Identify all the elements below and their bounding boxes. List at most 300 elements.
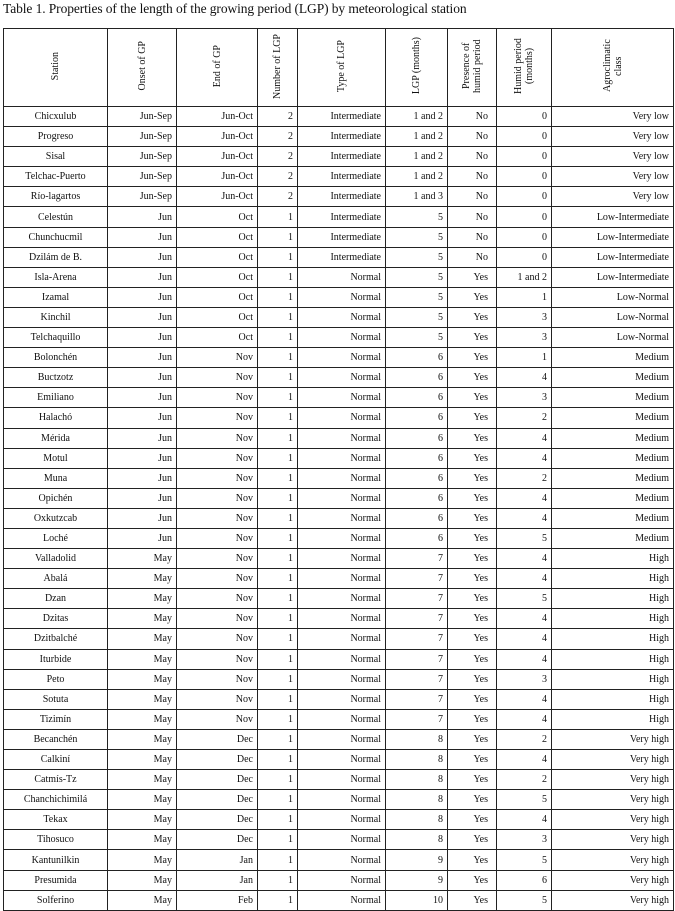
cell-onset-of-gp: Jun [108,227,177,247]
cell-presence-of-humid-period: Yes [448,348,497,368]
cell-type-of-lgp: Normal [298,448,386,468]
cell-humid-period-months: 2 [497,468,552,488]
cell-presence-of-humid-period: Yes [448,830,497,850]
cell-type-of-lgp: Normal [298,709,386,729]
cell-presence-of-humid-period: Yes [448,629,497,649]
cell-onset-of-gp: May [108,609,177,629]
cell-type-of-lgp: Normal [298,569,386,589]
cell-presence-of-humid-period: No [448,127,497,147]
cell-lgp-months: 1 and 2 [386,147,448,167]
column-header-end-of-gp [177,29,258,107]
table-row [4,508,674,528]
table-row [4,328,674,348]
cell-onset-of-gp: Jun [108,508,177,528]
table-row [4,810,674,830]
cell-end-of-gp: Nov [177,368,258,388]
cell-agroclimatic-class: Medium [552,468,674,488]
cell-onset-of-gp: Jun [108,428,177,448]
cell-agroclimatic-class: High [552,609,674,629]
cell-onset-of-gp: May [108,790,177,810]
cell-lgp-months: 9 [386,870,448,890]
cell-end-of-gp: Oct [177,227,258,247]
cell-agroclimatic-class: Medium [552,528,674,548]
cell-end-of-gp: Oct [177,267,258,287]
cell-type-of-lgp: Normal [298,649,386,669]
cell-lgp-months: 7 [386,569,448,589]
cell-onset-of-gp: Jun [108,348,177,368]
cell-end-of-gp: Nov [177,669,258,689]
cell-humid-period-months: 5 [497,890,552,910]
table-row [4,790,674,810]
cell-agroclimatic-class: Very high [552,750,674,770]
cell-humid-period-months: 5 [497,528,552,548]
cell-presence-of-humid-period: Yes [448,448,497,468]
cell-humid-period-months: 4 [497,709,552,729]
table-header [4,29,674,107]
cell-onset-of-gp: May [108,870,177,890]
cell-lgp-months: 6 [386,388,448,408]
cell-agroclimatic-class: High [552,649,674,669]
cell-end-of-gp: Jun-Oct [177,147,258,167]
cell-presence-of-humid-period: No [448,247,497,267]
table-row [4,729,674,749]
cell-lgp-months: 6 [386,408,448,428]
cell-presence-of-humid-period: Yes [448,689,497,709]
cell-lgp-months: 6 [386,428,448,448]
cell-type-of-lgp: Normal [298,388,386,408]
cell-end-of-gp: Oct [177,328,258,348]
cell-number-of-lgp: 1 [258,709,298,729]
cell-number-of-lgp: 2 [258,107,298,127]
table-row [4,287,674,307]
cell-station: Dzilám de B. [4,247,108,267]
cell-lgp-months: 8 [386,729,448,749]
cell-humid-period-months: 1 and 2 [497,267,552,287]
cell-humid-period-months: 4 [497,448,552,468]
cell-number-of-lgp: 1 [258,388,298,408]
cell-onset-of-gp: Jun [108,368,177,388]
cell-humid-period-months: 4 [497,629,552,649]
table-row [4,187,674,207]
cell-onset-of-gp: May [108,850,177,870]
cell-type-of-lgp: Intermediate [298,247,386,267]
cell-agroclimatic-class: High [552,589,674,609]
cell-humid-period-months: 0 [497,207,552,227]
cell-onset-of-gp: Jun [108,528,177,548]
cell-end-of-gp: Oct [177,287,258,307]
table-row [4,609,674,629]
cell-station: Chanchichimilá [4,790,108,810]
cell-station: Opichén [4,488,108,508]
cell-station: Chunchucmil [4,227,108,247]
cell-onset-of-gp: Jun [108,388,177,408]
table-row [4,669,674,689]
cell-station: Mérida [4,428,108,448]
cell-station: Becanchén [4,729,108,749]
column-header-label: Humid period (months) [513,38,535,94]
column-header-lgp-months [386,29,448,107]
cell-humid-period-months: 6 [497,870,552,890]
cell-presence-of-humid-period: Yes [448,750,497,770]
cell-humid-period-months: 4 [497,508,552,528]
table-row [4,428,674,448]
table-title: Table 1. Properties of the length of the growing period (LGP) by meteorological station [3,1,467,16]
column-header-label: Onset of GP [136,41,148,91]
cell-onset-of-gp: Jun [108,287,177,307]
cell-lgp-months: 5 [386,207,448,227]
cell-station: Kantunilkin [4,850,108,870]
cell-presence-of-humid-period: Yes [448,729,497,749]
cell-agroclimatic-class: Very low [552,107,674,127]
cell-number-of-lgp: 1 [258,468,298,488]
cell-onset-of-gp: Jun [108,448,177,468]
cell-number-of-lgp: 1 [258,770,298,790]
cell-agroclimatic-class: Medium [552,388,674,408]
column-header-label: Agroclimatic class [601,39,624,93]
cell-number-of-lgp: 1 [258,408,298,428]
cell-number-of-lgp: 1 [258,428,298,448]
cell-humid-period-months: 5 [497,790,552,810]
cell-station: Izamal [4,287,108,307]
cell-onset-of-gp: May [108,629,177,649]
column-header-label: End of GP [211,44,223,88]
cell-station: Telchaquillo [4,328,108,348]
cell-type-of-lgp: Normal [298,750,386,770]
cell-lgp-months: 8 [386,770,448,790]
cell-lgp-months: 6 [386,528,448,548]
column-header-humid-period-months [497,29,552,107]
column-header-number-of-lgp [258,29,298,107]
cell-lgp-months: 7 [386,689,448,709]
cell-presence-of-humid-period: Yes [448,870,497,890]
cell-onset-of-gp: Jun [108,307,177,327]
cell-onset-of-gp: May [108,669,177,689]
cell-onset-of-gp: Jun-Sep [108,127,177,147]
cell-onset-of-gp: Jun [108,488,177,508]
cell-lgp-months: 5 [386,287,448,307]
cell-number-of-lgp: 1 [258,609,298,629]
cell-agroclimatic-class: Very high [552,890,674,910]
cell-presence-of-humid-period: Yes [448,810,497,830]
cell-end-of-gp: Nov [177,589,258,609]
cell-presence-of-humid-period: Yes [448,508,497,528]
cell-agroclimatic-class: Low-Intermediate [552,267,674,287]
cell-station: Dzitas [4,609,108,629]
cell-humid-period-months: 0 [497,127,552,147]
cell-humid-period-months: 4 [497,689,552,709]
cell-humid-period-months: 0 [497,227,552,247]
column-header-label: Type of LGP [336,39,347,93]
cell-number-of-lgp: 2 [258,127,298,147]
cell-presence-of-humid-period: No [448,107,497,127]
cell-humid-period-months: 4 [497,368,552,388]
cell-agroclimatic-class: Medium [552,368,674,388]
cell-station: Muna [4,468,108,488]
cell-lgp-months: 6 [386,448,448,468]
cell-lgp-months: 8 [386,830,448,850]
cell-type-of-lgp: Normal [298,549,386,569]
table-row [4,468,674,488]
cell-lgp-months: 8 [386,750,448,770]
cell-agroclimatic-class: Medium [552,348,674,368]
cell-end-of-gp: Nov [177,528,258,548]
table-row [4,267,674,287]
cell-presence-of-humid-period: Yes [448,569,497,589]
cell-end-of-gp: Jun-Oct [177,167,258,187]
table-row [4,207,674,227]
cell-lgp-months: 1 and 3 [386,187,448,207]
table-row [4,589,674,609]
header-row [4,29,674,107]
cell-lgp-months: 6 [386,488,448,508]
cell-presence-of-humid-period: No [448,187,497,207]
cell-humid-period-months: 1 [497,348,552,368]
cell-agroclimatic-class: Very high [552,810,674,830]
cell-presence-of-humid-period: Yes [448,890,497,910]
cell-number-of-lgp: 1 [258,870,298,890]
cell-humid-period-months: 4 [497,569,552,589]
cell-station: Motul [4,448,108,468]
cell-agroclimatic-class: High [552,669,674,689]
table-row [4,127,674,147]
cell-presence-of-humid-period: Yes [448,368,497,388]
cell-number-of-lgp: 1 [258,850,298,870]
cell-number-of-lgp: 1 [258,569,298,589]
cell-station: Isla-Arena [4,267,108,287]
cell-humid-period-months: 3 [497,830,552,850]
cell-agroclimatic-class: High [552,689,674,709]
cell-type-of-lgp: Intermediate [298,107,386,127]
cell-onset-of-gp: May [108,689,177,709]
cell-station: Valladolid [4,549,108,569]
cell-end-of-gp: Nov [177,388,258,408]
cell-type-of-lgp: Normal [298,850,386,870]
cell-station: Sisal [4,147,108,167]
cell-agroclimatic-class: Medium [552,448,674,468]
cell-lgp-months: 8 [386,810,448,830]
cell-presence-of-humid-period: Yes [448,850,497,870]
cell-number-of-lgp: 1 [258,448,298,468]
cell-lgp-months: 7 [386,649,448,669]
cell-number-of-lgp: 1 [258,247,298,267]
cell-onset-of-gp: May [108,750,177,770]
cell-onset-of-gp: May [108,830,177,850]
cell-number-of-lgp: 2 [258,167,298,187]
cell-number-of-lgp: 1 [258,750,298,770]
cell-humid-period-months: 3 [497,328,552,348]
cell-humid-period-months: 5 [497,850,552,870]
cell-lgp-months: 5 [386,328,448,348]
table-row [4,709,674,729]
cell-agroclimatic-class: High [552,629,674,649]
cell-presence-of-humid-period: Yes [448,709,497,729]
table-row [4,629,674,649]
cell-presence-of-humid-period: Yes [448,328,497,348]
cell-end-of-gp: Dec [177,770,258,790]
table-row [4,649,674,669]
cell-end-of-gp: Nov [177,428,258,448]
cell-agroclimatic-class: Very high [552,729,674,749]
cell-end-of-gp: Nov [177,649,258,669]
cell-onset-of-gp: May [108,890,177,910]
cell-number-of-lgp: 1 [258,810,298,830]
cell-type-of-lgp: Normal [298,428,386,448]
cell-number-of-lgp: 1 [258,589,298,609]
cell-presence-of-humid-period: Yes [448,267,497,287]
cell-presence-of-humid-period: Yes [448,589,497,609]
cell-end-of-gp: Feb [177,890,258,910]
table-row [4,689,674,709]
cell-humid-period-months: 3 [497,669,552,689]
cell-end-of-gp: Nov [177,508,258,528]
column-header-type-of-lgp [298,29,386,107]
cell-number-of-lgp: 1 [258,790,298,810]
cell-number-of-lgp: 1 [258,528,298,548]
cell-end-of-gp: Nov [177,408,258,428]
cell-end-of-gp: Jun-Oct [177,187,258,207]
table-row [4,488,674,508]
cell-agroclimatic-class: Very low [552,167,674,187]
cell-station: Catmís-Tz [4,770,108,790]
cell-station: Abalá [4,569,108,589]
cell-onset-of-gp: May [108,810,177,830]
cell-agroclimatic-class: Low-Intermediate [552,227,674,247]
cell-number-of-lgp: 1 [258,488,298,508]
column-header-agroclimatic-class [552,29,674,107]
cell-station: Oxkutzcab [4,508,108,528]
cell-humid-period-months: 4 [497,549,552,569]
cell-lgp-months: 7 [386,709,448,729]
cell-lgp-months: 7 [386,589,448,609]
table-row [4,830,674,850]
column-header-label: Number of LGP [272,33,283,99]
cell-humid-period-months: 3 [497,307,552,327]
cell-station: Dzitbalché [4,629,108,649]
cell-type-of-lgp: Normal [298,508,386,528]
cell-station: Emiliano [4,388,108,408]
cell-end-of-gp: Nov [177,569,258,589]
cell-lgp-months: 8 [386,790,448,810]
cell-agroclimatic-class: Very low [552,127,674,147]
cell-presence-of-humid-period: No [448,227,497,247]
cell-agroclimatic-class: Very low [552,187,674,207]
cell-station: Tekax [4,810,108,830]
cell-station: Iturbide [4,649,108,669]
cell-type-of-lgp: Normal [298,488,386,508]
table-row [4,247,674,267]
table-row [4,770,674,790]
cell-number-of-lgp: 1 [258,689,298,709]
cell-type-of-lgp: Normal [298,408,386,428]
cell-onset-of-gp: Jun [108,267,177,287]
cell-type-of-lgp: Normal [298,770,386,790]
cell-number-of-lgp: 2 [258,147,298,167]
table-row [4,167,674,187]
cell-type-of-lgp: Normal [298,287,386,307]
cell-end-of-gp: Nov [177,468,258,488]
cell-agroclimatic-class: Very high [552,870,674,890]
column-header-presence-of-humid-period [448,29,497,107]
cell-humid-period-months: 0 [497,107,552,127]
cell-type-of-lgp: Normal [298,468,386,488]
cell-number-of-lgp: 1 [258,830,298,850]
cell-lgp-months: 9 [386,850,448,870]
cell-end-of-gp: Nov [177,488,258,508]
column-header-station [4,29,108,107]
cell-type-of-lgp: Normal [298,348,386,368]
table-row [4,307,674,327]
cell-lgp-months: 5 [386,267,448,287]
cell-lgp-months: 7 [386,629,448,649]
cell-onset-of-gp: May [108,549,177,569]
cell-number-of-lgp: 1 [258,629,298,649]
cell-humid-period-months: 2 [497,408,552,428]
cell-humid-period-months: 4 [497,428,552,448]
cell-agroclimatic-class: Low-Normal [552,287,674,307]
cell-onset-of-gp: May [108,589,177,609]
cell-presence-of-humid-period: No [448,207,497,227]
cell-onset-of-gp: Jun-Sep [108,187,177,207]
cell-end-of-gp: Nov [177,629,258,649]
cell-number-of-lgp: 1 [258,207,298,227]
cell-onset-of-gp: May [108,649,177,669]
cell-presence-of-humid-period: No [448,167,497,187]
cell-humid-period-months: 0 [497,247,552,267]
cell-presence-of-humid-period: Yes [448,428,497,448]
cell-number-of-lgp: 1 [258,729,298,749]
cell-humid-period-months: 0 [497,187,552,207]
cell-station: Buctzotz [4,368,108,388]
table-row [4,870,674,890]
cell-humid-period-months: 0 [497,167,552,187]
cell-type-of-lgp: Normal [298,890,386,910]
cell-station: Loché [4,528,108,548]
cell-number-of-lgp: 1 [258,287,298,307]
cell-lgp-months: 1 and 2 [386,127,448,147]
cell-type-of-lgp: Intermediate [298,187,386,207]
cell-type-of-lgp: Normal [298,267,386,287]
cell-station: Solferino [4,890,108,910]
cell-end-of-gp: Dec [177,830,258,850]
cell-onset-of-gp: Jun-Sep [108,167,177,187]
cell-station: Calkiní [4,750,108,770]
table-row [4,368,674,388]
cell-agroclimatic-class: High [552,549,674,569]
cell-humid-period-months: 4 [497,750,552,770]
cell-number-of-lgp: 1 [258,508,298,528]
cell-agroclimatic-class: Very high [552,850,674,870]
table-row [4,388,674,408]
cell-lgp-months: 6 [386,508,448,528]
cell-onset-of-gp: Jun [108,328,177,348]
cell-number-of-lgp: 1 [258,649,298,669]
lgp-table [3,28,674,911]
cell-onset-of-gp: May [108,770,177,790]
cell-type-of-lgp: Intermediate [298,127,386,147]
table-row [4,528,674,548]
cell-number-of-lgp: 1 [258,328,298,348]
cell-onset-of-gp: May [108,729,177,749]
cell-end-of-gp: Jan [177,850,258,870]
cell-humid-period-months: 2 [497,729,552,749]
cell-end-of-gp: Oct [177,207,258,227]
table-row [4,850,674,870]
table-row [4,348,674,368]
cell-end-of-gp: Nov [177,549,258,569]
cell-agroclimatic-class: Very high [552,830,674,850]
cell-onset-of-gp: May [108,709,177,729]
table-body [4,107,674,911]
